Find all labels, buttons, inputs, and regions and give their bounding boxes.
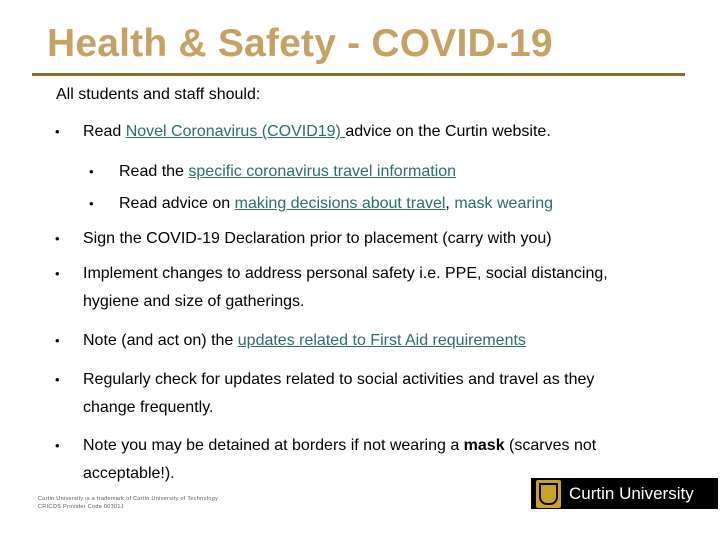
list-item: • Note you may be detained at borders if not wearing a mask (scarves not acceptable!). [83,432,596,488]
list-item: • Note (and act on) the updates related to First Aid requirements [83,327,526,355]
novel-coronavirus-link[interactable]: Novel Coronavirus (COVID19) [125,123,346,140]
travel-information-link[interactable]: specific coronavirus travel information [188,163,457,180]
bullet: • [55,124,60,139]
slide-title: Health & Safety - COVID-19 [47,22,553,65]
bullet: • [55,333,60,348]
mask-emphasis: mask [463,437,505,454]
bullet: • [89,196,94,211]
list-item: • Read the specific coronavirus travel information [119,158,456,186]
list-item: • Read advice on making decisions about travel, mask wearing [119,190,553,218]
mask-wearing-text: mask wearing [454,195,554,212]
footer-text: Curtin University is a trademark of Curtin University of Technology CRICOS Provider Code 00301J [38,496,219,510]
crest-icon [536,480,561,508]
bullet: • [89,164,94,179]
first-aid-updates-link[interactable]: updates related to First Aid requirements [237,332,526,349]
making-decisions-link[interactable]: making decisions about travel [234,195,446,212]
list-item: • Implement changes to address personal safety i.e. PPE, social distancing, hygiene and size of gatherings. [83,260,608,316]
bullet: • [55,231,60,246]
title-divider [32,73,685,76]
intro-text: All students and staff should: [56,86,261,103]
list-item: • Sign the COVID-19 Declaration prior to placement (carry with you) [83,225,552,253]
bullet: • [55,438,60,453]
list-item: • Regularly check for updates related to social activities and travel as they change frequently. [83,366,594,422]
bullet: • [55,372,60,387]
list-item: • Read Novel Coronavirus (COVID19) advice on the Curtin website. [83,118,551,146]
curtin-logo: Curtin University [531,478,718,509]
bullet: • [55,266,60,281]
